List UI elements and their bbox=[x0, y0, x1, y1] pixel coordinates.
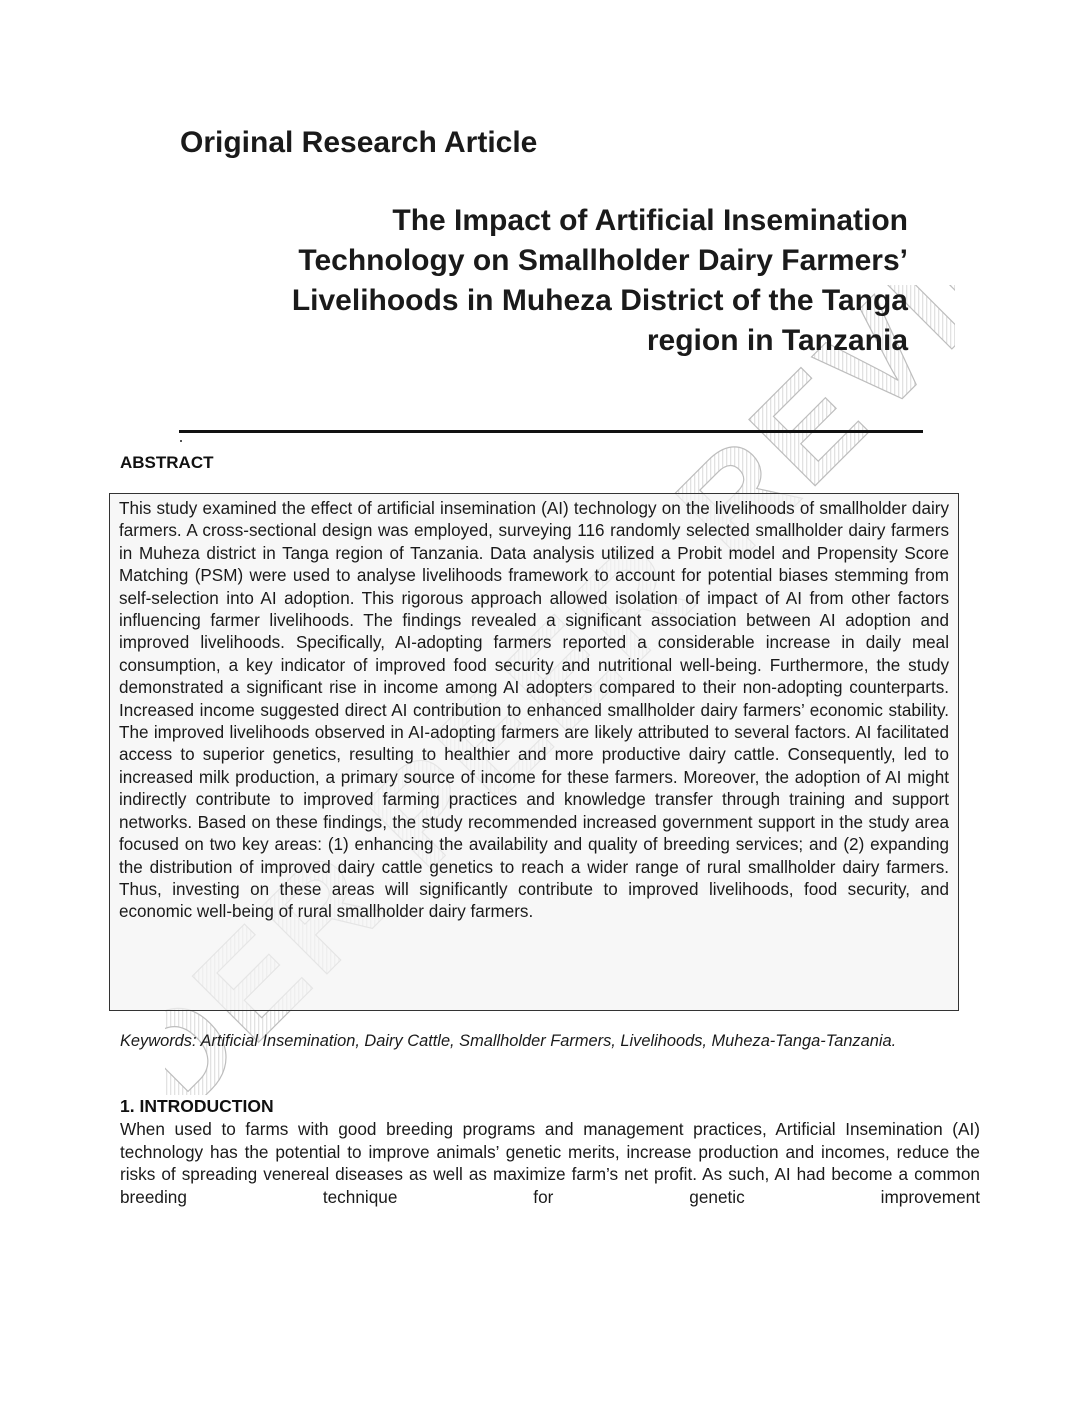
title-divider bbox=[179, 430, 923, 433]
article-type-label: Original Research Article bbox=[180, 126, 538, 159]
article-title: The Impact of Artificial Insemination Technology on Smallholder Dairy Farmers’ Livelihoods in Muheza District of the Tanga region in Tanzania bbox=[291, 204, 908, 357]
abstract-text: This study examined the effect of artificial insemination (AI) technology on the livelihoods of smallholder dairy farmers. A cross-sectional design was employed, surveying 116 randomly selected smallholder dairy farmers in Muheza district in Tanga region of Tanzania. Data analysis utilized a Probit model and Propensity Score Matching (PSM) were used to analyse livelihoods framework to account for potential biases stemming from self-selection into AI adoption. This rigorous approach allowed isolation of impact of AI from other factors influencing farmer livelihoods. The findings revealed a significant association between AI adoption and improved livelihoods. Specifically, AI-adopting farmers reported a considerable increase in daily meal consumption, a key indicator of improved food security and nutritional well-being. Furthermore, the study demonstrated a significant rise in income among AI adopters compared to their non-adopting counterparts. Increased income suggested direct AI contribution to enhanced smallholder dairy farmers’ economic stability. The improved livelihoods observed in AI-adopting farmers are likely attributed to several factors. AI facilitated access to superior genetics, resulting to healthier and more productive dairy cattle. Consequently, led to increased milk production, a primary source of income for these farmers. Moreover, the adoption of AI might indirectly contribute to improved farming practices and knowledge transfer through training and support networks. Based on these findings, the study recommended increased government support in the study area focused on two key areas: (1) enhancing the availability and quality of breeding services; and (2) expanding the distribution of improved dairy cattle genetics to reach a wider range of rural smallholder dairy farmers. Thus, investing on these areas will significantly contribute to improved livelihoods, food security, and economic well-being of rural smallholder dairy farmers. bbox=[119, 499, 949, 922]
keywords-line: Keywords: Artificial Insemination, Dairy Cattle, Smallholder Farmers, Livelihoods, Muheza-Tanga-Tanzania. bbox=[120, 1032, 897, 1050]
introduction-text: When used to farms with good breeding programs and management practices, Artificial Insemination (AI) technology has the potential to improve animals’ genetic merits, increase production and incomes, reduce the risks of spreading venereal diseases as well as maximize farm’s net profit. As such, AI had become a common breeding technique for genetic improvement bbox=[120, 1119, 980, 1207]
divider-dot bbox=[180, 440, 182, 442]
abstract-heading: ABSTRACT bbox=[120, 453, 214, 472]
introduction-heading: 1. INTRODUCTION bbox=[120, 1096, 274, 1116]
abstract-box bbox=[109, 493, 959, 1011]
